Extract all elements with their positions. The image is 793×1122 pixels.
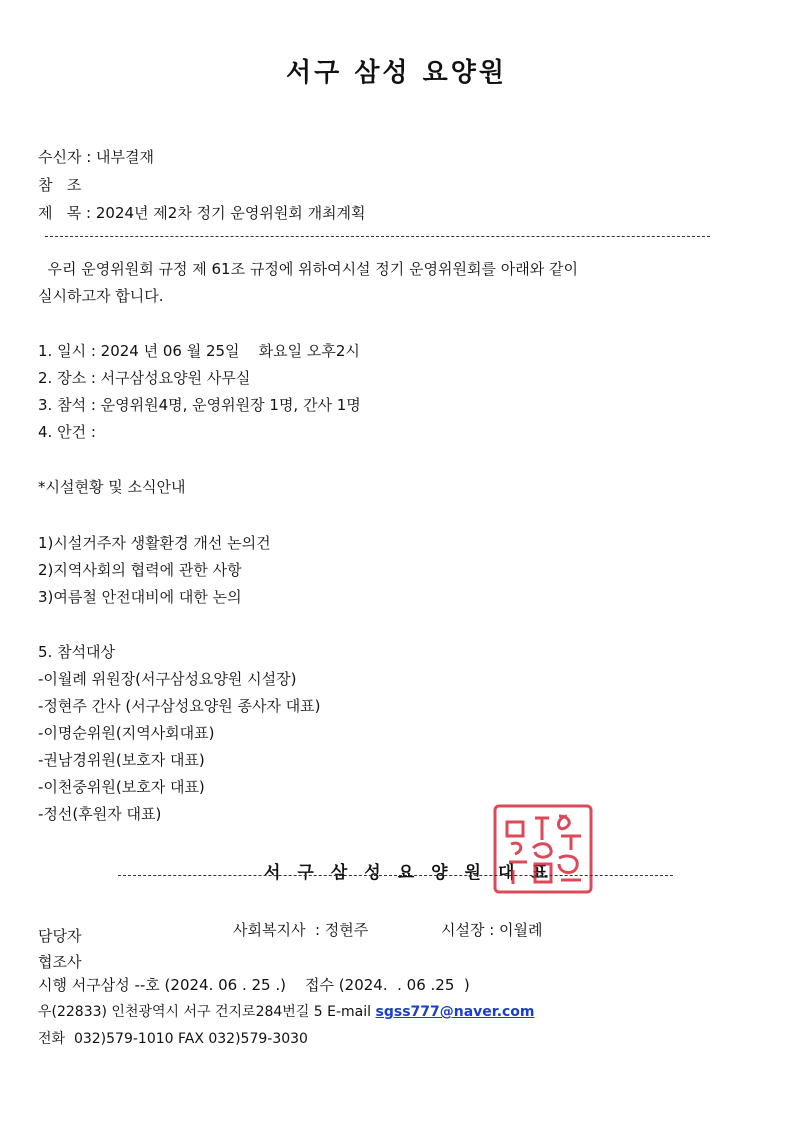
attendee-item: -이천중위원(보호자 대표)	[38, 778, 205, 796]
attendee-item: -정현주 간사 (서구삼성요양원 종사자 대표)	[38, 697, 321, 715]
enforcement-line: 시행 서구삼성 --호 (2024. 06 . 25 .) 접수 (2024. . 06 .25 )	[38, 976, 470, 994]
attendee-item: -권남경위원(보호자 대표)	[38, 751, 205, 769]
recipient: 수신자 : 내부결재	[38, 148, 155, 166]
intro-line-1: 우리 운영위원회 규정 제 61조 규정에 위하여시설 정기 운영위원회를 아래와 같이	[38, 260, 578, 278]
manager-label: 담당자	[38, 927, 82, 945]
attendee-item: -이월례 위원장(서구삼성요양원 시설장)	[38, 670, 297, 688]
attendee-item: -이명순위원(지역사회대표)	[38, 724, 215, 742]
attendee-item: -정선(후원자 대표)	[38, 805, 162, 823]
address-text: 우(22833) 인천광역시 서구 건지로284번길 5 E-mail	[38, 1004, 376, 1020]
address-line	[38, 1001, 535, 1021]
agenda-item: 1)시설거주자 생활환경 개선 논의건	[38, 534, 271, 552]
agenda-item: 2)지역사회의 협력에 관한 사항	[38, 561, 242, 579]
page-title: 서구 삼성 요양원	[286, 58, 507, 88]
phone-line: 전화 032)579-1010 FAX 032)579-3030	[38, 1031, 308, 1047]
footer-organization: 서구삼성요양원대표	[264, 863, 565, 883]
item-datetime: 1. 일시 : 2024 년 06 월 25일 화요일 오후2시	[38, 342, 360, 360]
divider	[45, 236, 710, 237]
director: 시설장 : 이월례	[441, 921, 543, 939]
official-seal-icon	[489, 800, 597, 898]
social-worker: 사회복지사 : 정현주	[233, 921, 369, 939]
agenda-heading: *시설현황 및 소식안내	[38, 478, 186, 496]
attendees-heading: 5. 참석대상	[38, 643, 116, 661]
item-attendance: 3. 참석 : 운영위원4명, 운영위원장 1명, 간사 1명	[38, 396, 361, 414]
subject: 제 목 : 2024년 제2차 정기 운영위원회 개최계획	[38, 204, 366, 222]
agenda-item: 3)여름철 안전대비에 대한 논의	[38, 588, 242, 606]
email-link[interactable]: sgss777@naver.com	[375, 1004, 535, 1020]
item-place: 2. 장소 : 서구삼성요양원 사무실	[38, 369, 251, 387]
cooperation-label: 협조사	[38, 953, 82, 971]
intro-line-2: 실시하고자 합니다.	[38, 287, 164, 305]
item-agenda: 4. 안건 :	[38, 423, 96, 441]
reference: 참 조	[38, 176, 82, 194]
divider	[118, 875, 673, 876]
